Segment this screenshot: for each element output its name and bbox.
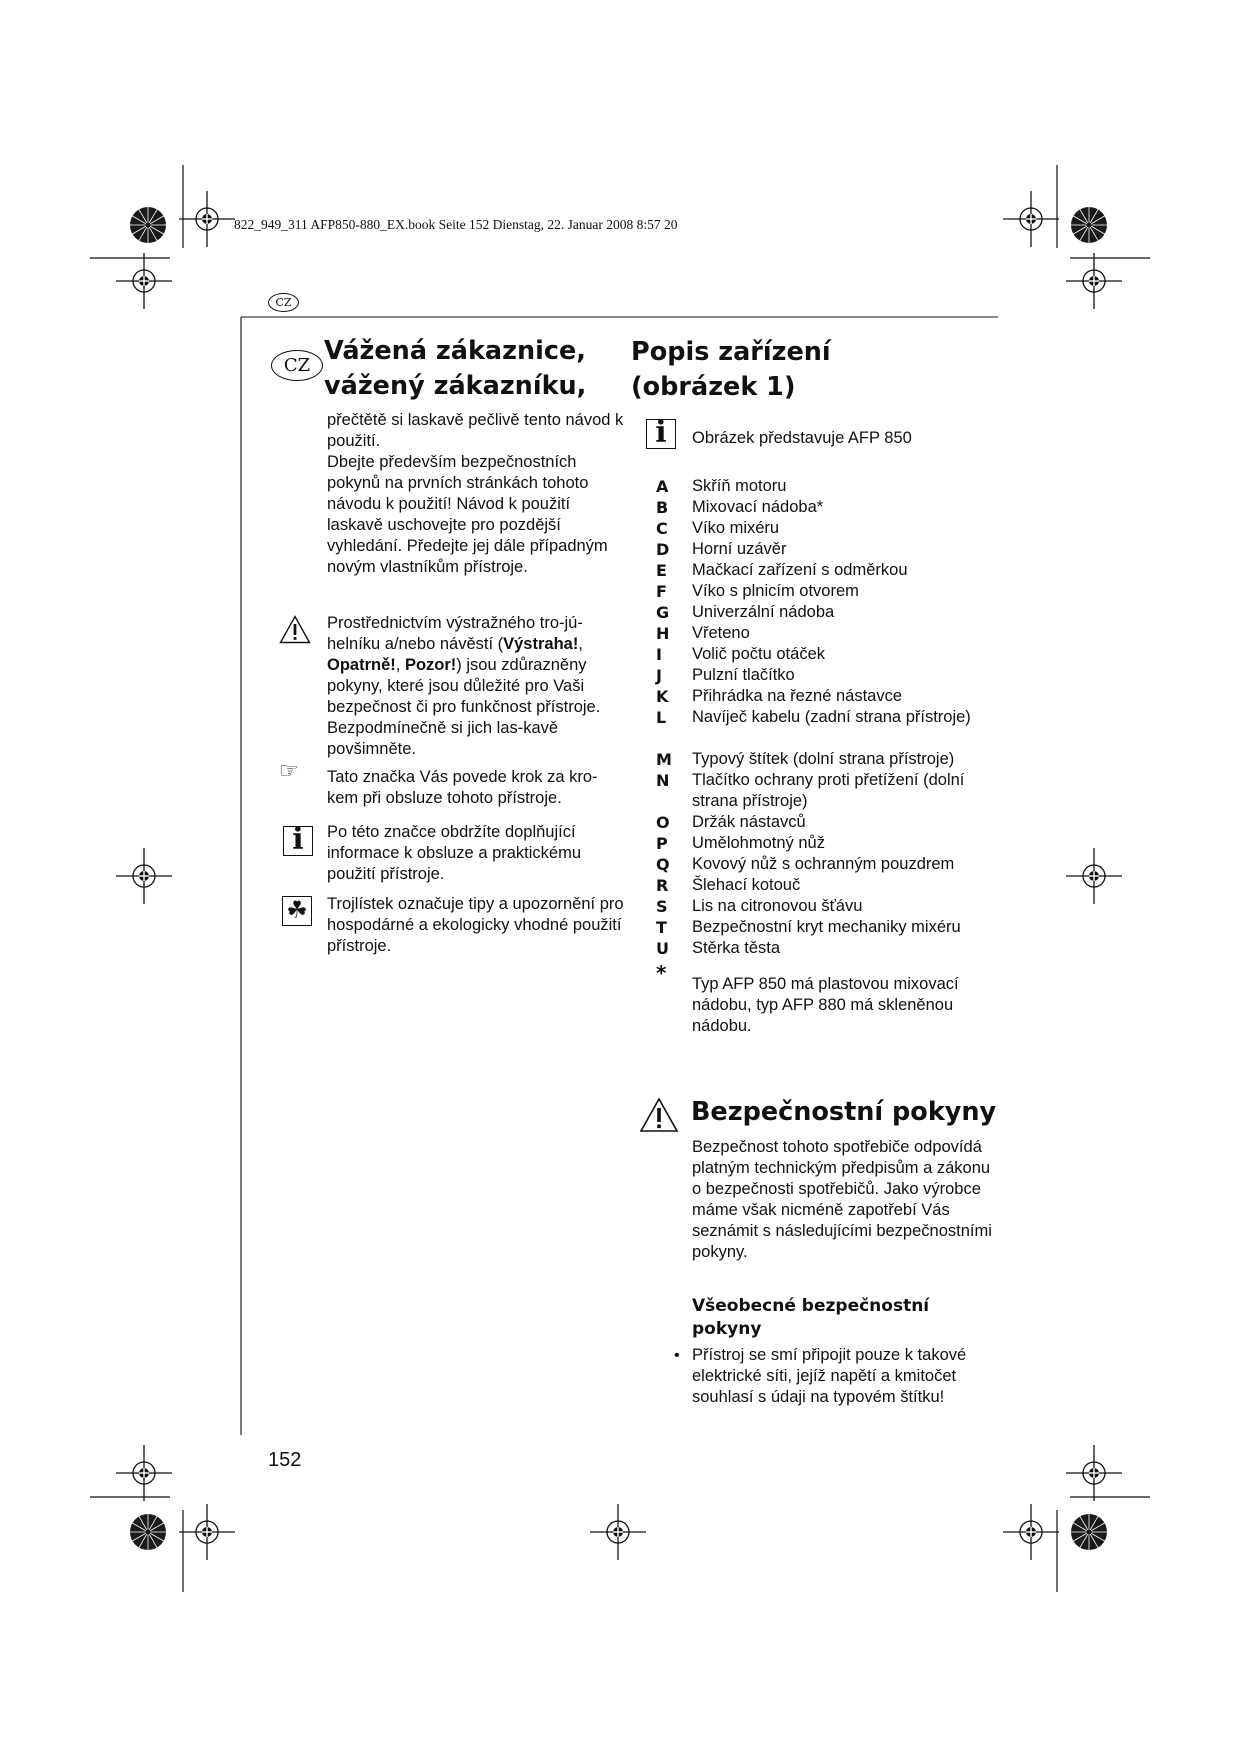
description-title-line-2: (obrázek 1) bbox=[631, 372, 796, 402]
safety-intro: Bezpečnost tohoto spotřebiče odpovídá platným technickým předpisům a zákonu o bezpečnosti spotřebičů. Jako výrobce máme však nicméně zapotřebí Vás seznámit s následujícími bezpečnostními pokyny. bbox=[692, 1138, 992, 1261]
bullet-marker: • bbox=[674, 1347, 680, 1364]
safety-title: Bezpečnostní pokyny bbox=[691, 1097, 997, 1127]
legend-text: Lis na citronovou šťávu bbox=[692, 897, 863, 915]
legend-text: Pulzní tlačítko bbox=[692, 666, 795, 684]
legend-letter: B bbox=[656, 498, 669, 517]
intro-title-line-1: Vážená zákaznice, bbox=[324, 336, 586, 366]
legend-text: Mačkací zařízení s odměrkou bbox=[692, 561, 908, 579]
legend-text: Vřeteno bbox=[692, 624, 750, 642]
safety-subtitle: Všeobecné bezpečnostní pokyny bbox=[692, 1296, 930, 1339]
legend-text: Držák nástavců bbox=[692, 813, 806, 831]
warning-word-pozor: Pozor! bbox=[404, 656, 457, 674]
description-title-line-1: Popis zařízení bbox=[631, 337, 831, 367]
legend-letter: R bbox=[656, 876, 669, 895]
legend-text: Kovový nůž s ochranným pouzdrem bbox=[692, 855, 955, 873]
legend-text: Navíječ kabelu (zadní strana přístroje) bbox=[692, 708, 971, 726]
info-icon: i bbox=[646, 419, 676, 449]
legend-letter: P bbox=[656, 834, 668, 853]
legend-letter: N bbox=[656, 771, 670, 790]
legend-letter: O bbox=[656, 813, 670, 832]
legend-text: Univerzální nádoba bbox=[692, 603, 835, 621]
clover-icon: ☘ bbox=[282, 896, 312, 926]
legend-letter: G bbox=[656, 603, 670, 622]
intro-title-line-2: vážený zákazníku, bbox=[324, 371, 587, 401]
legend-letter: J bbox=[656, 666, 662, 685]
info-icon: i bbox=[283, 826, 313, 856]
footnote-text: Typ AFP 850 má plastovou mixovací nádobu, typ AFP 880 má skleněnou nádobu. bbox=[692, 975, 959, 1035]
legend-letter: E bbox=[656, 561, 667, 580]
step-note: Tato značka Vás povede krok za kro-kem při obsluze tohoto přístroje. bbox=[327, 768, 598, 807]
legend-text: Bezpečnostní kryt mechaniky mixéru bbox=[692, 918, 961, 936]
legend-text: Volič počtu otáček bbox=[692, 645, 825, 663]
legend-letter: A bbox=[656, 477, 669, 496]
warning-triangle-icon bbox=[279, 615, 311, 644]
footnote-mark: * bbox=[656, 961, 667, 985]
warning-note: Prostřednictvím výstražného tro-júhelníku a/nebo návěstí (Výstraha!, Opatrně!, Pozor!) jsou zdůrazněny pokyny, které jsou důležité pro Vaši bezpečnost či pro funkčnost přístroje. Bezpodmínečně si jich las-kavě povšimněte. bbox=[327, 614, 601, 758]
legend-text: Mixovací nádoba* bbox=[692, 498, 824, 516]
legend-letter: U bbox=[656, 939, 669, 958]
legend-letter: T bbox=[656, 918, 667, 937]
intro-heading bbox=[324, 334, 644, 404]
page-number: 152 bbox=[268, 1449, 302, 1471]
language-badge: CZ bbox=[271, 350, 323, 381]
intro-paragraph-2: Dbejte především bezpečnostních pokynů na prvních stránkách tohoto návodu k použití! Návod k použití laskavě uschovejte pro pozdější vyhledání. Předejte jej dále případným novým vlastníkům přístroje. bbox=[327, 453, 608, 576]
legend-letter: L bbox=[656, 708, 667, 727]
legend-text: Stěrka těsta bbox=[692, 939, 781, 957]
clover-note: Trojlístek označuje tipy a upozornění pro hospodárné a ekologicky vhodné použití přístroje. bbox=[327, 895, 624, 955]
intro-paragraph-1: přečtětě si laskavě pečlivě tento návod k použití. bbox=[327, 411, 624, 450]
legend-letter: M bbox=[656, 750, 672, 769]
legend-letter: F bbox=[656, 582, 667, 601]
legend-text: Typový štítek (dolní strana přístroje) bbox=[692, 750, 955, 768]
description-heading bbox=[631, 335, 971, 405]
legend-text: Šlehací kotouč bbox=[692, 876, 801, 894]
legend-letter: I bbox=[656, 645, 662, 664]
legend-text: Víko s plnicím otvorem bbox=[692, 582, 859, 600]
safety-bullet-text: Přístroj se smí připojit pouze k takové elektrické síti, jejíž napětí a kmitočet souhlasí s údaji na typovém štítku! bbox=[692, 1346, 967, 1406]
legend-letter: H bbox=[656, 624, 670, 643]
legend-letter: Q bbox=[656, 855, 670, 874]
pointing-hand-icon: ☞ bbox=[279, 759, 299, 784]
language-badge-small: CZ bbox=[268, 293, 299, 312]
legend-text: Horní uzávěr bbox=[692, 540, 787, 558]
legend-letter: D bbox=[656, 540, 670, 559]
legend-text: Tlačítko ochrany proti přetížení (dolní strana přístroje) bbox=[692, 771, 965, 810]
warning-triangle-icon bbox=[639, 1097, 679, 1133]
legend-text: Umělohmotný nůž bbox=[692, 834, 825, 852]
info-note: Po této značce obdržíte doplňující informace k obsluze a praktickému použití přístroje. bbox=[327, 823, 582, 883]
legend-letter: K bbox=[656, 687, 669, 706]
figure-note: Obrázek představuje AFP 850 bbox=[692, 429, 912, 447]
legend-letter: C bbox=[656, 519, 668, 538]
legend-letter: S bbox=[656, 897, 668, 916]
book-header-line: 822_949_311 AFP850-880_EX.book Seite 152 Dienstag, 22. Januar 2008 8:57 20 bbox=[234, 217, 678, 232]
legend-text: Víko mixéru bbox=[692, 519, 780, 537]
warning-word-vystraha: Výstraha! bbox=[503, 635, 579, 653]
warning-word-opatrne: Opatrně! bbox=[327, 656, 396, 674]
legend-text: Skříň motoru bbox=[692, 477, 787, 495]
legend-text: Přihrádka na řezné nástavce bbox=[692, 687, 903, 705]
